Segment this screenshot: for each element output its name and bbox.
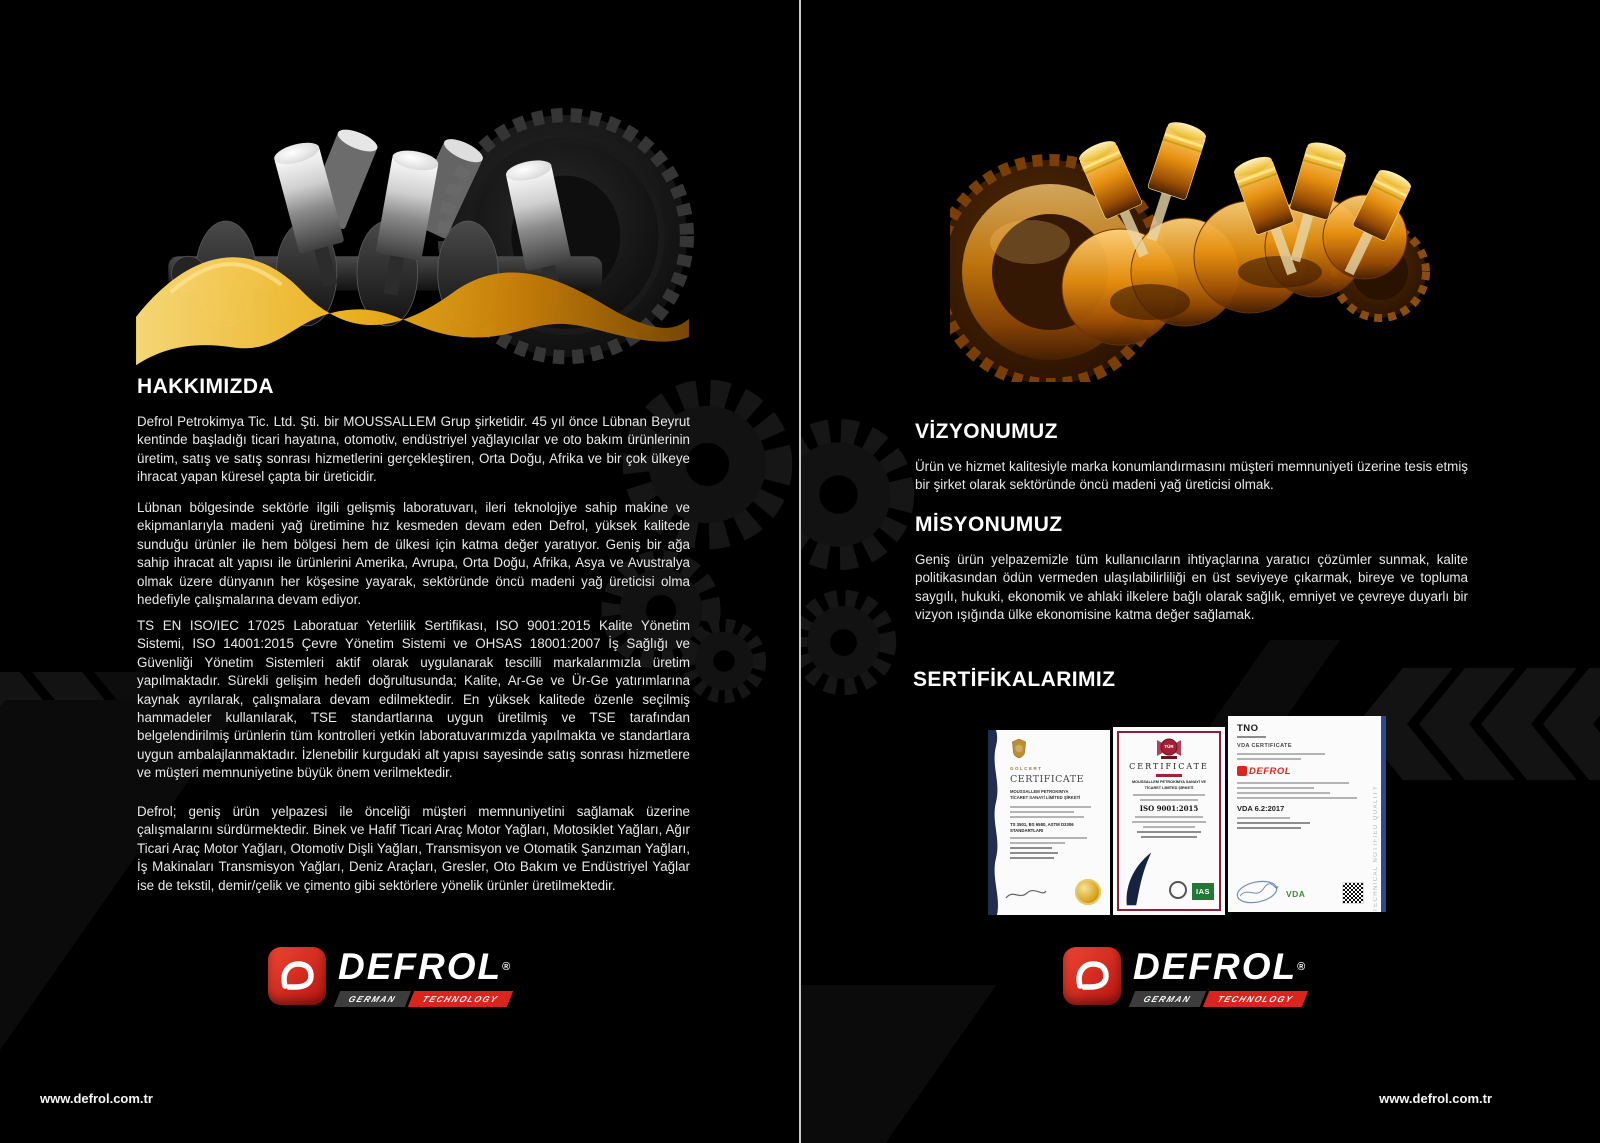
fine-print-lines: [1010, 837, 1102, 859]
diagonal-stripe: [801, 985, 996, 1143]
cert-title: CERTIFICATE: [1010, 774, 1085, 785]
gear-icon: [801, 412, 921, 577]
vision-text: Ürün ve hizmet kalitesiyle marka konumlandırmasını müşteri memnuniyeti üzerine tesis etmiş bir şirket olarak sektöründe öncü madeni yağ üreticisi olmak.: [915, 459, 1468, 493]
certificate-iso9001: [1113, 727, 1225, 915]
shield-crest-icon: [1010, 738, 1028, 759]
cert-standard: TS 3501, BS 6580, ASTM D3306 STANDARTLARI: [1010, 821, 1074, 833]
defrol-mini-logo: DEFROL: [1237, 766, 1370, 777]
blue-stripe: [1381, 716, 1386, 912]
defrol-logo: [1063, 947, 1305, 1011]
gold-seal-icon: [1075, 879, 1101, 905]
website-url: www.defrol.com.tr: [1379, 1091, 1492, 1106]
vision-heading: VİZYONUMUZ: [915, 420, 1058, 443]
about-paragraph-2: Lübnan bölgesinde sektörle ilgili gelişmiş laboratuvarı, ileri teknolojiye sahip makine ve ekipmanlarıyla madeni yağ üretimine hız kesmeden devam eden Defrol, yüksek kalitede sunduğu ürünler ile hem bölgesi hem de ülkesi için katma değer yaratıyor. Geniş bir ağa sahip ihracat alt yapısı ile ürünlerini Amerika, Avrupa, Orta Doğu, Afrika, Asya ve Avustralya olmak üzere dünyanın her köşesine yayarak, sektöründe öncü madeni yağ üreticisi olma hedefiyle çalışmalarına devam ediyor.: [137, 500, 690, 608]
cert-subject: MOUSSALLEM PETROKIMYA TİCARET SANAYİ LİMİTED ŞİRKETİ: [1010, 789, 1081, 801]
feather-icon: [1123, 848, 1155, 906]
gear-icon: [801, 585, 901, 700]
tno-logo: TNO: [1237, 723, 1259, 734]
d-swoosh-icon: [1072, 956, 1112, 996]
cert-subject: MOUSSALLEM PETROKİMYA SANAYİ VE TİCARET LİMİTED ŞİRKETİ: [1131, 780, 1207, 790]
cert-title: CERTIFICATE: [1129, 762, 1209, 771]
qr-code: [1342, 882, 1364, 904]
about-paragraph-1: Defrol Petrokimya Tic. Ltd. Şti. bir MOUSSALLEM Grup şirketidir. 45 yıl önce Lübnan Beyrut kentinde başladığı ticari hayatına, otomotiv, endüstriyel yağlayıcılar ve oto bakım ürünlerinin üretim, satış ve satış sonrası hizmetlerini gerçekleştiren, Orta Doğu, Afrika ve bir çok ülkeye ihracat yapan küresel çapta bir üreticidir.: [137, 414, 690, 485]
fine-print-lines: [1119, 816, 1219, 838]
defrol-logo-mark: [1063, 947, 1121, 1005]
certificates-row: [988, 712, 1410, 918]
vda-mark: VDA: [1286, 889, 1306, 899]
engine-pistons-image: [950, 86, 1456, 382]
technology-band: TECHNOLOGY: [408, 991, 513, 1007]
about-paragraph-4: Defrol; geniş ürün yelpazesi ile önceliği müşteri memnuniyetini sağlamak üzerine çalışmalarını sürdürmektedir. Binek ve Hafif Ticari Araç Motor Yağları, Motosiklet Yağları, Ağır Ticari Araç Motor Yağları, Otomotiv Dişli Yağları, Transmisyon ve Otomatik Şanzıman Yağları, İş Makinaları Transmisyon Yağları, Deniz Araçları, Gresler, Oto Bakım ve Endüstriyel Yağlar ise de tekstil, demir/çelik ve çimento gibi sektörlere yönelik ürünler üretilmektedir.: [137, 804, 690, 893]
gear-icon: [678, 615, 770, 707]
cert-standard: VDA 6.2:2017: [1237, 803, 1285, 813]
brand-wordmark: DEFROL®: [338, 946, 511, 987]
mission-heading: MİSYONUMUZ: [915, 513, 1063, 536]
ias-badge: IAS: [1192, 883, 1214, 900]
d-swoosh-icon: [1237, 766, 1247, 776]
engine-crankshaft-image: [130, 76, 695, 372]
defrol-logo: [268, 947, 510, 1011]
technology-band: TECHNOLOGY: [1203, 991, 1308, 1007]
mission-text: Geniş ürün yelpazemizle tüm kullanıcıların ihtiyaçlarına yaratıcı çözümler sunmak, kalite politikasından ödün vermeden ulaşılabilirliliği en üst seviyeye çıkarmak, bireye ve topluma saygılı, hukuki, ekonomik ve ahlaki ilkelere bağlı olarak sağlık, emniyet ve çevreye duyarlı bir vizyon ışığında ülke ekonomisine katma değer sağlamak.: [915, 552, 1468, 623]
round-stamp-icon: [1169, 881, 1187, 899]
cert-title: VDA CERTIFICATE: [1237, 742, 1292, 749]
german-band: GERMAN: [1129, 991, 1206, 1007]
brand-taglines: [337, 989, 510, 1007]
cert-side-text: TECHNICAL NOTIFIED QUALITY: [1373, 784, 1379, 912]
stamp-scribble-icon: [1234, 878, 1280, 906]
fine-print-lines: [1237, 782, 1370, 799]
tuv-crest-icon: TÜR: [1152, 736, 1186, 760]
red-divider: [1156, 774, 1182, 777]
fine-print-lines: [1010, 806, 1102, 818]
about-heading: HAKKIMIZDA: [137, 375, 274, 398]
page-right: [801, 0, 1600, 1143]
brand-taglines: [1132, 989, 1305, 1007]
german-band: GERMAN: [334, 991, 411, 1007]
website-url: www.defrol.com.tr: [40, 1091, 153, 1106]
certificates-heading: SERTİFİKALARIMIZ: [913, 668, 1116, 691]
page-divider: [799, 0, 801, 1143]
wavy-border: [988, 730, 1002, 915]
brand-wordmark: DEFROL®: [1133, 946, 1306, 987]
d-swoosh-icon: [277, 956, 317, 996]
cert-standard: ISO 9001:2015: [1139, 804, 1199, 814]
about-paragraph-3: TS EN ISO/IEC 17025 Laboratuar Yeterlilik Sertifikası, ISO 9001:2015 Kalite Yönetim Sistemi, ISO 14001:2015 Çevre Yönetim Sistemi ve OHSAS 18001:2007 İş Sağlığı ve Güvenliği Yönetim Sistemleri aktif olarak uygulanarak tescilli markalarımızla üretim yapılmaktadır. Sürekli gelişim hedefi doğrultusunda; Kalite, Ar-Ge ve Ür-Ge yatırımlarına kaynak ayrılarak, çalışmalara devam edilmektedir. En yüksek kalitede özenle seçilmiş hammadeler kullanılarak, TSE standartlarına uygun üretilmiş ve TSE tarafından belgelendirilmiş ürünlerin tüm kontrolleri yetkin laboratuvarımızda yapılmakta ve standartlara uygun ambalajlanmaktadır. İzlenebilir kurgudaki alt yapısı sayesinde satış sonrası hizmetlere ve müşteri memnuniyetine büyük önem verilmektedir.: [137, 618, 690, 781]
certificate-vda: [1228, 716, 1386, 912]
defrol-logo-mark: [268, 947, 326, 1005]
fine-print-lines: [1237, 753, 1370, 760]
cert-issuer: GOLCERT: [1010, 766, 1043, 771]
fine-print-lines: [1119, 794, 1219, 801]
fine-print-lines: [1237, 817, 1370, 829]
page-left: [0, 0, 799, 1143]
signature-icon: [1004, 887, 1048, 902]
certificate-golcert: [988, 730, 1110, 915]
